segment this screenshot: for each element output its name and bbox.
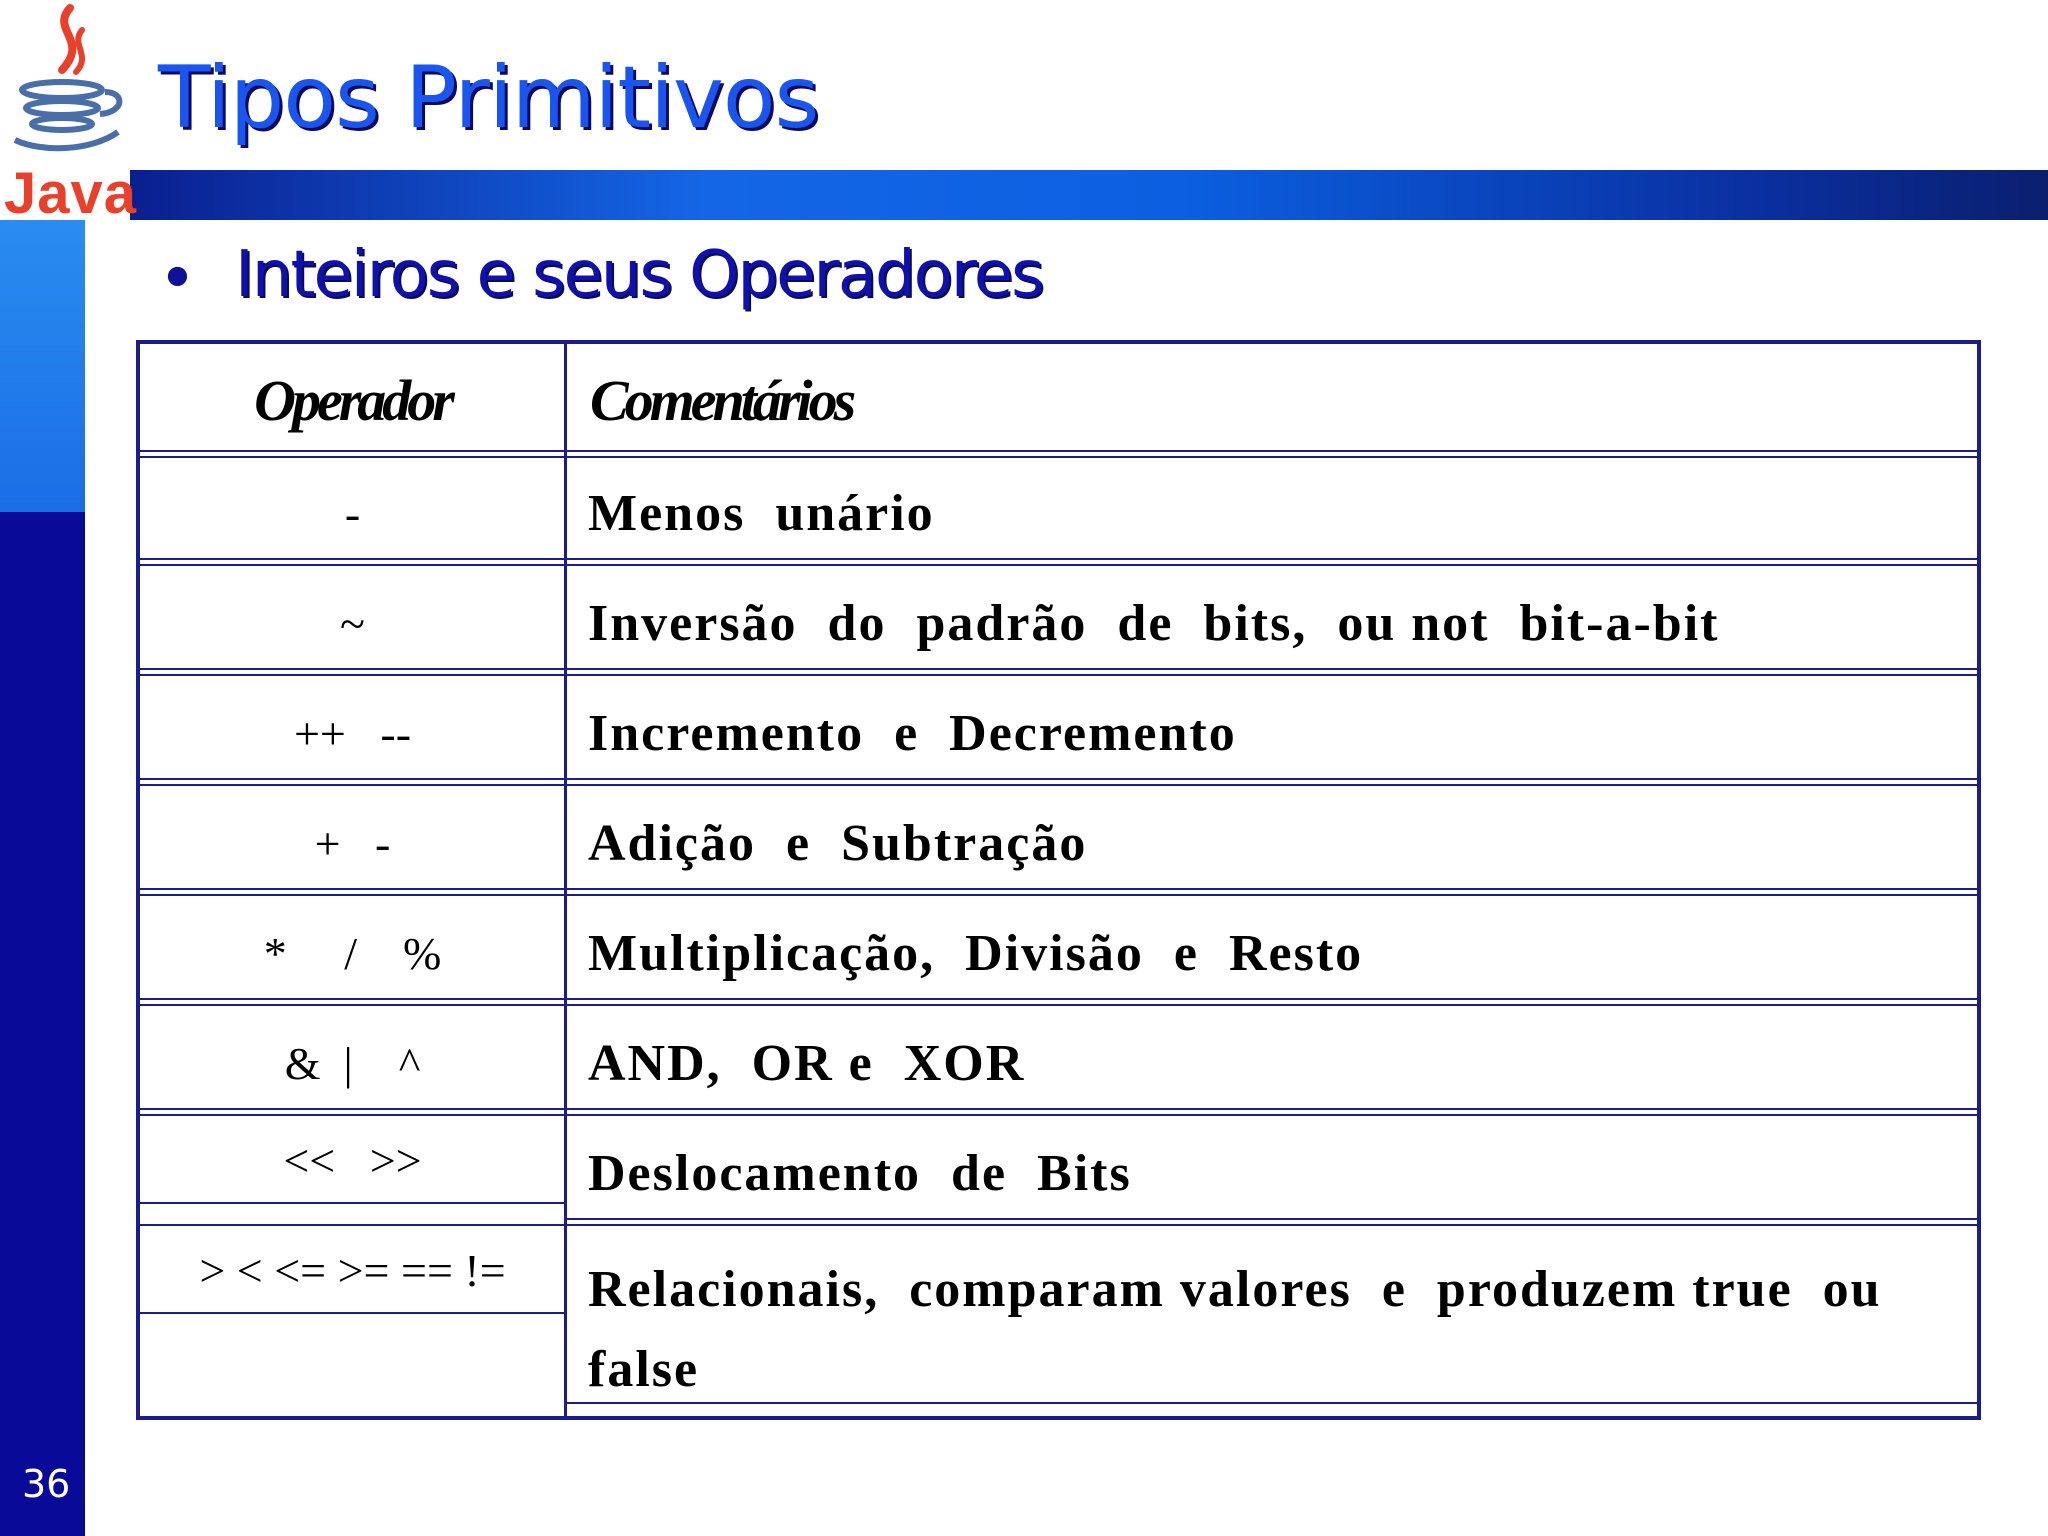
row-divider <box>140 456 1978 458</box>
operator-cell: + - <box>314 817 391 869</box>
comment-cell: Incremento e Decremento <box>588 704 1237 762</box>
row-divider <box>140 1108 1978 1110</box>
operator-cell: ++ -- <box>293 707 412 759</box>
row-divider <box>140 1004 1978 1006</box>
java-cup-icon <box>0 0 130 160</box>
slide-title: Tipos Primitivos <box>158 48 819 148</box>
comment-line: false <box>588 1341 700 1398</box>
operator-cell: - <box>344 487 361 539</box>
operator-cell: * / % <box>263 927 442 979</box>
operator-cell: ~ <box>340 597 365 649</box>
row-divider <box>140 998 1978 1000</box>
comment-cell <box>588 1230 1882 1435</box>
row-divider <box>565 1218 1978 1220</box>
comment-cell: Multiplicação, Divisão e Resto <box>588 924 1364 982</box>
row-divider <box>140 778 1978 780</box>
row-divider <box>565 1402 1978 1404</box>
operator-cell: & | ^ <box>284 1037 421 1089</box>
header-comment: Comentários <box>590 367 853 433</box>
row-divider <box>140 1312 565 1314</box>
table-row <box>140 900 1978 1006</box>
operator-cell: << >> <box>283 1134 422 1186</box>
bullet-marker: • <box>158 240 197 317</box>
operator-cell: > < <= >= == != <box>199 1244 506 1296</box>
java-logo-text: Java <box>4 161 138 226</box>
comment-cell: Deslocamento de Bits <box>588 1144 1132 1202</box>
comment-line: Relacionais, comparam valores e produzem true ou <box>588 1261 1882 1318</box>
table-row <box>140 680 1978 786</box>
table-row <box>140 1010 1978 1116</box>
row-divider <box>140 894 1978 896</box>
row-divider <box>140 674 1978 676</box>
sidebar-accent-top <box>0 220 85 512</box>
java-logo <box>0 0 138 226</box>
table-row <box>140 790 1978 896</box>
row-divider <box>140 888 1978 890</box>
row-divider <box>140 564 1978 566</box>
comment-cell: Inversão do padrão de bits, ou not bit-a-bit <box>588 594 1720 652</box>
row-divider <box>140 784 1978 786</box>
page-number: 36 <box>22 1462 71 1506</box>
row-divider <box>140 1224 1978 1226</box>
table-row <box>140 570 1978 676</box>
comment-cell: Menos unário <box>588 484 935 542</box>
row-divider <box>140 668 1978 670</box>
table-row <box>140 460 1978 566</box>
row-divider <box>140 558 1978 560</box>
header-gradient-bar <box>130 170 2048 220</box>
sidebar-accent-bottom <box>0 512 85 1536</box>
row-divider <box>140 1202 565 1204</box>
table-header-row <box>140 350 1978 450</box>
row-divider <box>140 450 1978 452</box>
header-operator: Operador <box>254 367 451 433</box>
table-row <box>140 1120 1978 1226</box>
comment-cell: Adição e Subtração <box>588 814 1088 872</box>
slide-subtitle: Inteiros e seus Operadores <box>235 238 1043 312</box>
table-row <box>140 1230 1978 1415</box>
row-divider <box>140 1114 1978 1116</box>
comment-cell: AND, OR e XOR <box>588 1034 1026 1092</box>
